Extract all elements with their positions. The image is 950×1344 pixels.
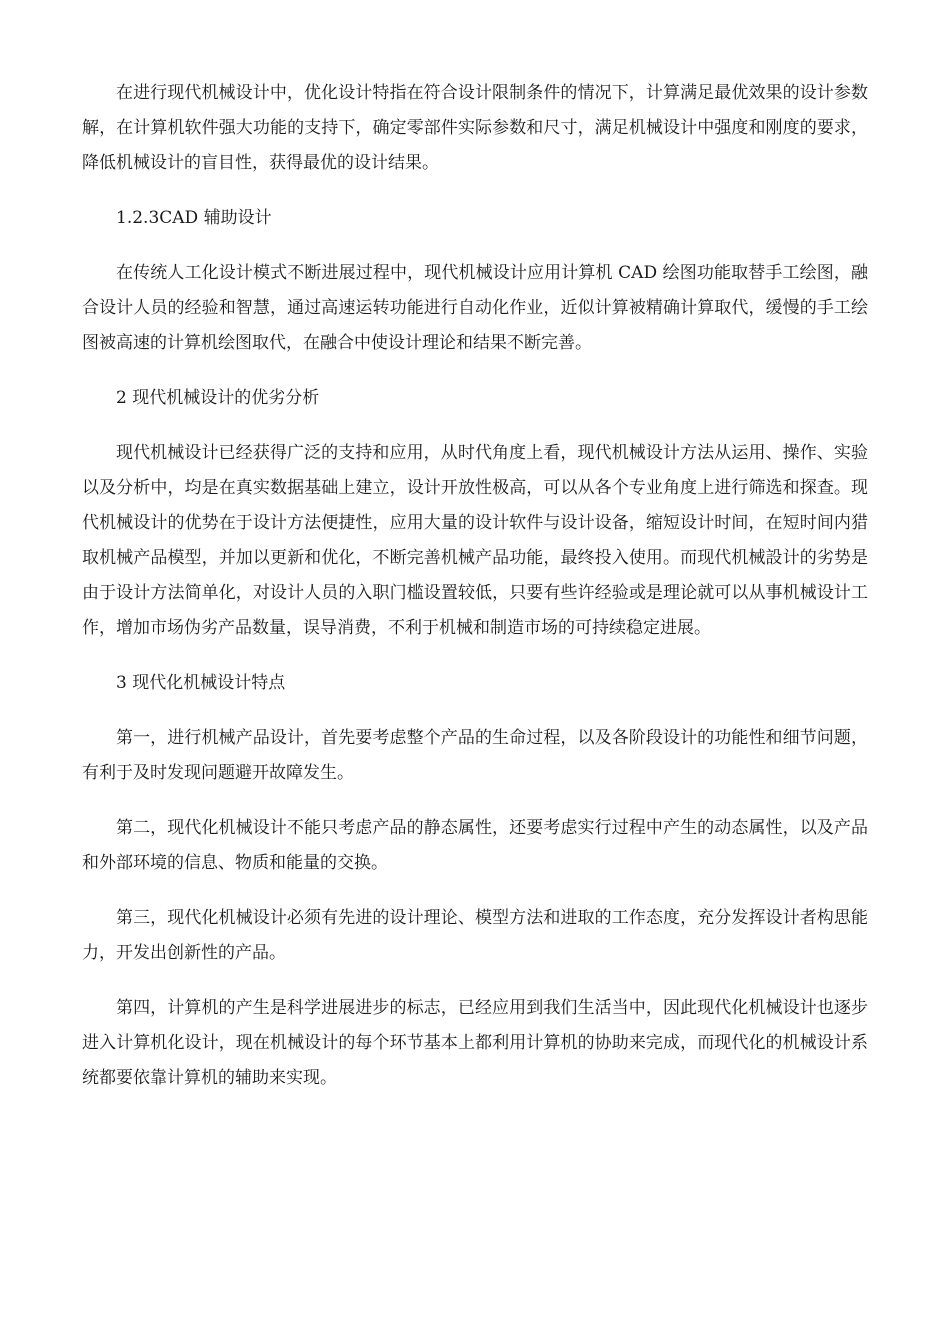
- paragraph-pros-cons: 现代机械设计已经获得广泛的支持和应用，从时代角度上看，现代机械设计方法从运用、操作、实验以及分析中，均是在真实数据基础上建立，设计开放性极高，可以从各个专业角度上进行筛选和探查。现代机械设计的优势在于设计方法便捷性，应用大量的设计软件与设计设备，缩短设计时间，在短时间内猎取机械产品模型，并加以更新和优化，不断完善机械产品功能，最终投入使用。而现代机械設计的劣势是由于设计方法简单化，对设计人员的入职门槛设置较低，只要有些许经验或是理论就可以从事机械设计工作，增加市场伪劣产品数量，误导消费，不利于机械和制造市场的可持续稳定进展。: [82, 443, 868, 638]
- paragraph-feature-fourth: 第四，计算机的产生是科学进展进步的标志，已经应用到我们生活当中，因此现代化机械设计也逐步进入计算机化设计，现在机械设计的每个环节基本上都利用计算机的协助来完成，而现代化的机械设计系统都要依靠计算机的辅助来实现。: [82, 998, 868, 1088]
- paragraph-feature-second: 第二，现代化机械设计不能只考虑产品的静态属性，还要考虑实行过程中产生的动态属性，以及产品和外部环境的信息、物质和能量的交换。: [82, 818, 868, 873]
- section-heading-cad: 1.2.3CAD 辅助设计: [116, 208, 272, 228]
- paragraph-feature-first: 第一，进行机械产品设计，首先要考虑整个产品的生命过程，以及各阶段设计的功能性和细节问题，有利于及时发现问题避开故障发生。: [82, 728, 868, 783]
- paragraph-feature-third: 第三，现代化机械设计必须有先进的设计理论、模型方法和进取的工作态度，充分发挥设计者构思能力，开发出创新性的产品。: [82, 908, 868, 963]
- section-heading-pros-cons: 2 现代机械设计的优劣分析: [116, 388, 320, 408]
- section-heading-features: 3 现代化机械设计特点: [116, 673, 286, 693]
- paragraph-cad-design: 在传统人工化设计模式不断进展过程中，现代机械设计应用计算机 CAD 绘图功能取替手工绘图，融合设计人员的经验和智慧，通过高速运转功能进行自动化作业，近似计算被精确计算取代，缓慢的手工绘图被高速的计算机绘图取代，在融合中使设计理论和结果不断完善。: [82, 263, 868, 353]
- paragraph-optimization-design: 在进行现代机械设计中，优化设计特指在符合设计限制条件的情况下，计算满足最优效果的设计参数解，在计算机软件强大功能的支持下，确定零部件实际参数和尺寸，满足机械设计中强度和刚度的要求，降低机械设计的盲目性，获得最优的设计结果。: [82, 83, 868, 173]
- document-page: [82, 76, 868, 1116]
